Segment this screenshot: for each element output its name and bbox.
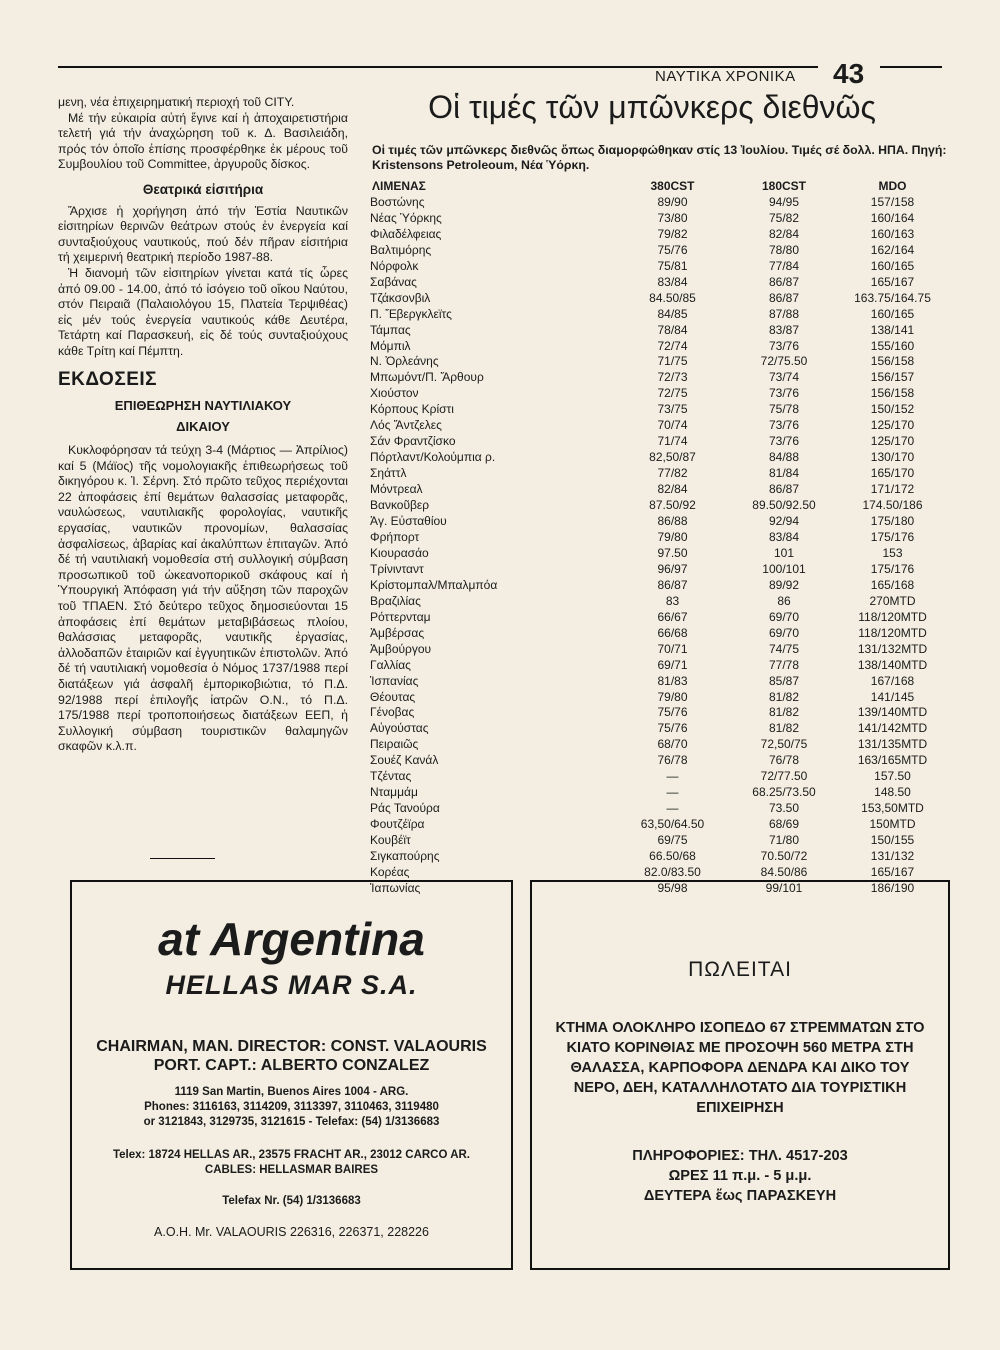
mdo-cell: 160/165 xyxy=(870,258,915,273)
port-cell: Κορέας xyxy=(370,864,410,879)
cst380-cell: 72/73 xyxy=(657,370,688,385)
port-cell: Τάμπας xyxy=(370,322,411,337)
table-row xyxy=(370,530,942,546)
cst380-cell: 84/85 xyxy=(657,306,688,321)
table-row xyxy=(370,354,942,370)
port-cell: Γαλλίας xyxy=(370,657,411,672)
cst380-cell: 70/71 xyxy=(657,641,688,656)
table-row xyxy=(370,769,942,785)
mdo-cell: 157/158 xyxy=(870,194,915,209)
ad-telefax: Telefax Nr. (54) 1/3136683 xyxy=(222,1195,361,1207)
column-header-180cst: 180CST xyxy=(761,179,807,193)
cst180-cell: 72/75.50 xyxy=(760,354,808,369)
cst180-cell: 75/82 xyxy=(768,210,800,225)
mdo-cell: 150/152 xyxy=(870,402,915,417)
cst380-cell: 66/68 xyxy=(657,625,688,640)
mdo-cell: 270MTD xyxy=(869,593,916,608)
table-row xyxy=(370,195,942,211)
cst180-cell: 69/70 xyxy=(768,609,800,624)
table-row xyxy=(370,259,942,275)
cst380-cell: 75/76 xyxy=(657,721,688,736)
cst180-cell: 86/87 xyxy=(768,290,800,305)
table-row xyxy=(370,865,942,881)
port-cell: Τζέντας xyxy=(370,769,412,784)
cst380-cell: 97.50 xyxy=(657,545,688,560)
cst380-cell: 89/90 xyxy=(657,194,688,209)
cst180-cell: 73/76 xyxy=(768,418,800,433)
cst180-cell: 101 xyxy=(773,545,795,560)
mdo-cell: 175/180 xyxy=(870,514,915,529)
cst180-cell: 76/78 xyxy=(768,753,800,768)
mdo-cell: 175/176 xyxy=(870,529,915,544)
cst380-cell: 72/74 xyxy=(657,338,688,353)
cst180-cell: 70.50/72 xyxy=(760,849,808,864)
mdo-cell: 160/165 xyxy=(870,306,915,321)
cst180-cell: 72,50/75 xyxy=(760,737,808,752)
mdo-cell: 141/142MTD xyxy=(857,721,928,736)
cst380-cell: 72/75 xyxy=(657,386,688,401)
mdo-cell: 118/120MTD xyxy=(858,625,927,640)
cst380-cell: 86/87 xyxy=(657,577,688,592)
mdo-cell: 165/170 xyxy=(870,466,915,481)
cst180-cell: 69/70 xyxy=(768,625,800,640)
section-title: ΕΚΔΟΣΕΙΣ xyxy=(58,368,158,390)
port-cell: Φιλαδέλφειας xyxy=(370,226,442,241)
cst380-cell: 83/84 xyxy=(657,274,688,289)
cst380-cell: 79/82 xyxy=(657,226,688,241)
port-cell: Ἀμβέρσας xyxy=(370,625,425,640)
table-row xyxy=(370,690,942,706)
hellas-mar-ad xyxy=(70,880,513,1270)
port-cell: Φουτζέϊρα xyxy=(370,817,425,832)
sale-hours: ΩΡΕΣ 11 π.μ. - 5 μ.μ. xyxy=(668,1168,812,1184)
mdo-cell: 163.75/164.75 xyxy=(854,290,931,305)
table-row xyxy=(370,211,942,227)
mdo-cell: 125/170 xyxy=(870,418,915,433)
port-cell: Σαβάνας xyxy=(370,274,417,289)
cst180-cell: 73/74 xyxy=(768,370,800,385)
port-cell: Κιουρασάο xyxy=(370,545,429,560)
publication-heading-line-2: ΔΙΚΑΙΟΥ xyxy=(176,419,230,435)
ad-address: 1119 San Martin, Buenos Aires 1004 - ARG. xyxy=(174,1086,409,1098)
cst380-cell: — xyxy=(666,785,679,800)
publication-heading-line-1: ΕΠΙΘΕΩΡΗΣΗ ΝΑΥΤΙΛΙΑΚΟΥ xyxy=(114,398,292,414)
ad-executives xyxy=(72,1037,511,1075)
sale-info xyxy=(532,1146,948,1206)
mdo-cell: 175/176 xyxy=(870,561,915,576)
cst180-cell: 87/88 xyxy=(768,306,800,321)
cst380-cell: 68/70 xyxy=(657,737,688,752)
mdo-cell: 118/120MTD xyxy=(858,609,927,624)
table-row xyxy=(370,705,942,721)
mdo-cell: 141/145 xyxy=(870,689,915,704)
mdo-cell: 186/190 xyxy=(870,880,915,895)
table-row xyxy=(370,785,942,801)
mdo-cell: 131/132MTD xyxy=(857,641,928,656)
mdo-cell: 174.50/186 xyxy=(862,498,923,513)
port-cell: Ν. Ὀρλεάνης xyxy=(370,354,439,369)
port-cell: Σηάττλ xyxy=(370,466,407,481)
port-cell: Ράς Τανούρα xyxy=(370,801,440,816)
theatre-paragraph-1: Ἄρχισε ἡ χορήγηση ἀπό τήν Ἑστία Ναυτικῶν εἰσιτηρίων θερινῶν θεάτρων στούς ἐν ἐνεργεία καί συνταξιούχους ναυτικούς, πού δέν πῆραν εἰσιτήρια τή χειμερινή θεατρική περίοδο 1987-88. xyxy=(58,203,348,265)
sale-title: ΠΩΛΕΙΤΑΙ xyxy=(688,958,792,981)
port-cell: Κουβέϊτ xyxy=(370,833,411,848)
mdo-cell: 138/140MTD xyxy=(857,657,928,672)
table-row xyxy=(370,753,942,769)
cst380-cell: 71/74 xyxy=(657,434,688,449)
intro-paragraph-2: Μέ τήν εὐκαιρία αὐτή ἔγινε καί ἡ ἀποχαιρετιστήρια τελετή γιά τήν ἀναχώρηση τοῦ κ. Δ. Βασιλειάδη, πρός τόν ὁποῖο ἐπίσης προσφέρθηκε ἐκ μέρους τοῦ Συμβουλίου τοῦ Committee, ἀργυροῦς δίσκος. xyxy=(58,110,348,172)
mdo-cell: 156/158 xyxy=(870,354,915,369)
cst180-cell: 100/101 xyxy=(762,561,806,576)
port-cell: Γένοβας xyxy=(370,705,415,720)
intro-paragraph-1: μενη, νέα ἐπιχειρηματική περιοχή τοῦ CITY. xyxy=(58,95,295,109)
port-cell: Νταμμάμ xyxy=(370,785,418,800)
cst180-cell: 72/77.50 xyxy=(760,769,808,784)
ad-telex: Telex: 18724 HELLAS AR., 23575 FRACHT AR., 23012 CARCO AR. xyxy=(112,1149,471,1161)
port-cell: Νέας Ὑόρκης xyxy=(370,210,442,225)
cst380-cell: 66.50/68 xyxy=(649,849,696,864)
theatre-paragraph-2: Ἡ διανομή τῶν εἰσιτηρίων γίνεται κατά τίς ὧρες ἀπό 09.00 - 14.00, ἀπό τό ἰσόγειο τοῦ οἴκου Ναύτου, στόν Πειραιᾶ (Παλαιολόγου 15, Πλατεία Τερψιθέας) εἰς μέν τούς ἐνεργεία ναυτικούς κάθε Δευτέρα, Τετάρτη καί Παρασκευή, εἰς δέ τούς συνταξιούχους κάθε Τρίτη καί Πέμπτη. xyxy=(58,265,348,358)
cst180-cell: 71/80 xyxy=(768,833,800,848)
cst380-cell: 86/88 xyxy=(657,514,688,529)
cst180-cell: 74/75 xyxy=(768,641,800,656)
cst380-cell: 82,50/87 xyxy=(649,450,696,465)
table-row xyxy=(370,402,942,418)
table-row xyxy=(370,418,942,434)
table-row xyxy=(370,594,942,610)
port-cell: Ἱσπανίας xyxy=(370,673,419,688)
ad-aoh: A.O.H. Mr. VALAOURIS 226316, 226371, 228226 xyxy=(154,1225,429,1239)
port-cell: Βοστώνης xyxy=(370,194,425,209)
cst380-cell: 75/81 xyxy=(657,258,688,273)
table-row xyxy=(370,610,942,626)
port-cell: Τρίνινταντ xyxy=(370,561,424,576)
table-row xyxy=(370,674,942,690)
sale-description: ΚΤΗΜΑ ΟΛΟΚΛΗΡΟ ΙΣΟΠΕΔΟ 67 ΣΤΡΕΜΜΑΤΩΝ ΣΤΟ ΚΙΑΤΟ ΚΟΡΙΝΘΙΑΣ ΜΕ ΠΡΟΣΟΨΗ 560 ΜΕΤΡΑ ΣΤΗ ΘΑΛΑΣΣΑ, ΚΑΡΠΟΦΟΡΑ ΔΕΝΔΡΑ ΚΑΙ ΔΙΚΟ ΤΟΥ ΝΕΡΟ, ΔΕΗ, ΚΑΤΑΛΛΗΛΟΤΑΤΟ ΔΙΑ ΤΟΥΡΙΣΤΙΚΗ ΕΠΙΧΕΙΡΗΣΗ xyxy=(555,1020,925,1116)
table-row xyxy=(370,801,942,817)
table-row xyxy=(370,833,942,849)
port-cell: Π. Ἔβεργκλεϊτς xyxy=(370,306,452,321)
mdo-cell: 157.50 xyxy=(874,769,911,784)
cst380-cell: 70/74 xyxy=(657,418,688,433)
cst380-cell: 75/76 xyxy=(657,242,688,257)
bunker-price-table xyxy=(370,179,942,897)
left-column-end-rule xyxy=(150,858,215,859)
port-cell: Πειραιῶς xyxy=(370,737,419,752)
cst180-cell: 68.25/73.50 xyxy=(752,785,816,800)
mdo-cell: 153 xyxy=(882,545,903,560)
table-row xyxy=(370,626,942,642)
cst180-cell: 83/84 xyxy=(768,529,800,544)
port-cell: Σιγκαπούρης xyxy=(370,849,440,864)
publication-text: Κυκλοφόρησαν τά τεύχη 3-4 (Μάρτιος — Ἀπρίλιος) καί 5 (Μάϊος) τῆς νομολογιακῆς ἐπιθεωρήσεως τοῦ δικηγόρου κ. Ἰ. Σέρνη. Στό πρῶτο τεῦχος περιέχονται 22 ἀποφάσεις ἐπί θεμάτων θαλασσίας μεταφορᾶς, ναυλώσεως, ναυτιλιακῆς φορολογίας, ναυτικῆς εργασίας, ναυτικῶν προνομίων, θαλασσίας ἀσφαλίσεως, ἀβαρίας καί ἀκαλύπτων ἐπιταγῶν. Ἀπό δέ τή ναυτιλιακή νομοθεσία στή συλλογική σύμβαση προσωπικοῦ τοῦ ὠκεανοπορικοῦ σκάφους καί ἡ Ὑπουργική Ἀπόφαση γιά τήν αὔξηση τῶν παροχῶν τοῦ ΤΠΑΕΝ. Στό δεύτερο τεῦχος δημοσιεύονται 15 ἀποφάσεις ἐπί θεμάτων μεταβιβάσεως πλοίου, θαλάσσιας μεταφορᾶς, ναυτικῆς ἐργασίας, ἀλλοδαπῶν ἑταιριῶν καί ἐγγυητικῶν ἐπιστολῶν. Ἀπό δέ τή ναυτιλιακή νομοθεσία ὁ Νόμος 1737/1988 περί διατάξεων γιά ἀσφαλῆ ἐμπορικοβιώτια, τό Π.Δ. 92/1988 περί ἐπιλογῆς ἰατρῶν Ο.Ν., τό Π.Δ. 175/1988 περί τροποποιήσεως διατάξεων ΕΕΠ, ἡ Συλλογική σύμβαση τουριστικῶν θαλαμηγῶν σκαφῶν κ.λ.π. xyxy=(58,443,348,754)
table-row xyxy=(370,514,942,530)
table-row xyxy=(370,291,942,307)
cst180-cell: 81/84 xyxy=(768,466,800,481)
cst180-cell: 82/84 xyxy=(768,226,800,241)
ad-phones-1: Phones: 3116163, 3114209, 3113397, 3110463, 3119480 xyxy=(144,1101,439,1113)
column-header-380cst: 380CST xyxy=(650,179,695,193)
cst380-cell: 79/80 xyxy=(657,689,688,704)
property-sale-ad xyxy=(530,880,950,1270)
port-cell: Χιούστον xyxy=(370,386,419,401)
cst380-cell: 73/80 xyxy=(657,210,688,225)
mdo-cell: 171/172 xyxy=(870,482,915,497)
cst380-cell: — xyxy=(666,801,679,816)
cst380-cell: 81/83 xyxy=(657,673,688,688)
port-cell: Μόμπιλ xyxy=(370,338,411,353)
table-row xyxy=(370,849,942,865)
cst180-cell: 86/87 xyxy=(768,274,800,289)
mdo-cell: 162/164 xyxy=(870,242,915,257)
cst180-cell: 94/95 xyxy=(768,194,800,209)
page-number: 43 xyxy=(833,58,865,89)
table-row xyxy=(370,482,942,498)
cst180-cell: 73/76 xyxy=(768,386,800,401)
port-cell: Σουέζ Κανάλ xyxy=(370,753,439,768)
cst180-cell: 81/82 xyxy=(768,721,800,736)
port-cell: Βραζιλίας xyxy=(370,593,421,608)
port-cell: Μπωμόντ/Π. Ἄρθουρ xyxy=(370,370,484,385)
mdo-cell: 130/170 xyxy=(870,450,915,465)
table-row xyxy=(370,339,942,355)
table-row xyxy=(370,434,942,450)
ad-phones-2: or 3121843, 3129735, 3121615 - Telefax: (54) 1/3136683 xyxy=(143,1116,440,1128)
cst380-cell: 79/80 xyxy=(657,529,688,544)
sale-days: ΔΕΥΤΕΡΑ ἕως ΠΑΡΑΣΚΕΥΗ xyxy=(643,1188,837,1204)
cst380-cell: 87.50/92 xyxy=(649,498,696,513)
cst380-cell: 78/84 xyxy=(657,322,688,337)
mdo-cell: 160/164 xyxy=(870,210,915,225)
port-cell: Ἁγ. Εὐσταθίου xyxy=(370,514,447,529)
port-cell: Βανκοῦβερ xyxy=(370,498,430,513)
ad-exec-line-1: CHAIRMAN, MAN. DIRECTOR: CONST. VALAOURIS xyxy=(96,1038,487,1055)
port-cell: Βαλτιμόρης xyxy=(370,242,432,257)
bunker-intro: Οἱ τιμές τῶν μπῶνκερς διεθνῶς ὅπως διαμορφώθηκαν στίς 13 Ἰουλίου. Τιμές σέ δολλ. ΗΠΑ. Πηγή: Kristensons Petroleoum, Νέα Ὑόρκη. xyxy=(372,143,947,172)
port-cell: Σάν Φραντζίσκο xyxy=(370,434,456,449)
table-row xyxy=(370,721,942,737)
cst180-cell: 92/94 xyxy=(768,514,800,529)
cst380-cell: 95/98 xyxy=(657,880,688,895)
cst380-cell: 84.50/85 xyxy=(649,290,696,305)
cst380-cell: 71/75 xyxy=(657,354,688,369)
mdo-cell: 167/168 xyxy=(870,673,915,688)
publication-name: ΝΑΥΤΙΚΑ ΧΡΟΝΙΚΑ xyxy=(655,68,796,85)
table-row xyxy=(370,578,942,594)
port-cell: Νόρφολκ xyxy=(370,258,419,273)
table-row xyxy=(370,386,942,402)
sale-phone: ΠΛΗΡΟΦΟΡΙΕΣ: ΤΗΛ. 4517-203 xyxy=(632,1148,848,1164)
cst380-cell: 77/82 xyxy=(657,466,688,481)
port-cell: Λός Ἄντζελες xyxy=(370,418,442,433)
mdo-cell: 148.50 xyxy=(874,785,911,800)
cst380-cell: 82/84 xyxy=(657,482,688,497)
cst180-cell: 85/87 xyxy=(768,673,800,688)
mdo-cell: 153,50MTD xyxy=(861,801,924,816)
table-header-row xyxy=(370,179,942,195)
port-cell: Ἀμβούργου xyxy=(370,641,432,656)
column-header-port: ΛΙΜΕΝΑΣ xyxy=(372,179,426,193)
mdo-cell: 139/140MTD xyxy=(857,705,928,720)
mdo-cell: 165/167 xyxy=(870,274,915,289)
cst180-cell: 86 xyxy=(777,593,791,608)
cst180-cell: 81/82 xyxy=(768,689,800,704)
cst380-cell: — xyxy=(666,769,679,784)
cst380-cell: 96/97 xyxy=(657,561,688,576)
port-cell: Τζάκσονβιλ xyxy=(370,290,431,305)
table-row xyxy=(370,307,942,323)
port-cell: Αὐγούστας xyxy=(370,721,429,736)
mdo-cell: 155/160 xyxy=(870,338,915,353)
table-row xyxy=(370,370,942,386)
mdo-cell: 156/157 xyxy=(870,370,915,385)
cst380-cell: 73/75 xyxy=(657,402,688,417)
table-row xyxy=(370,658,942,674)
ad-company: HELLAS MAR S.A. xyxy=(165,970,418,1000)
cst180-cell: 75/78 xyxy=(768,402,800,417)
port-cell: Κόρπους Κρίστι xyxy=(370,402,454,417)
table-row xyxy=(370,562,942,578)
cst180-cell: 86/87 xyxy=(768,482,800,497)
mdo-cell: 131/135MTD xyxy=(857,737,928,752)
cst180-cell: 81/82 xyxy=(768,705,800,720)
publication-heading xyxy=(58,395,348,437)
mdo-cell: 165/168 xyxy=(870,577,915,592)
cst380-cell: 82.0/83.50 xyxy=(644,864,701,879)
ad-exec-line-2: PORT. CAPT.: ALBERTO CONZALEZ xyxy=(153,1057,430,1074)
cst380-cell: 63,50/64.50 xyxy=(640,817,705,832)
cst180-cell: 77/78 xyxy=(768,657,800,672)
column-header-mdo: MDO xyxy=(878,179,907,193)
cst180-cell: 78/80 xyxy=(768,242,800,257)
cst380-cell: 66/67 xyxy=(657,609,688,624)
table-row xyxy=(370,466,942,482)
bunker-title: Οἱ τιμές τῶν μπῶνκερς διεθνῶς xyxy=(428,89,876,125)
table-row xyxy=(370,450,942,466)
price-rows xyxy=(370,195,942,897)
cst380-cell: 69/71 xyxy=(657,657,688,672)
port-cell: Κρίστομπαλ/Μπαλμπόα xyxy=(370,577,498,592)
theatre-heading: Θεατρικά εἰσιτήρια xyxy=(142,181,264,197)
cst180-cell: 73/76 xyxy=(768,338,800,353)
mdo-cell: 165/167 xyxy=(870,864,915,879)
table-row xyxy=(370,275,942,291)
port-cell: Πόρτλαντ/Κολούμπια ρ. xyxy=(370,450,496,465)
cst180-cell: 73.50 xyxy=(768,801,800,816)
table-row xyxy=(370,323,942,339)
cst180-cell: 83/87 xyxy=(768,322,800,337)
port-cell: Φρήπορτ xyxy=(370,529,420,544)
mdo-cell: 125/170 xyxy=(870,434,915,449)
ad-cables: CABLES: HELLASMAR BAIRES xyxy=(204,1164,379,1176)
cst380-cell: 83 xyxy=(665,593,680,608)
mdo-cell: 150MTD xyxy=(869,817,916,832)
table-row xyxy=(370,737,942,753)
mdo-cell: 150/155 xyxy=(870,833,915,848)
cst380-cell: 75/76 xyxy=(657,705,688,720)
port-cell: Ἰαπωνίας xyxy=(370,880,421,895)
table-row xyxy=(370,227,942,243)
cst380-cell: 69/75 xyxy=(657,833,688,848)
mdo-cell: 131/132 xyxy=(870,849,915,864)
table-row xyxy=(370,546,942,562)
cst180-cell: 84/88 xyxy=(768,450,800,465)
mdo-cell: 163/165MTD xyxy=(857,753,928,768)
left-column xyxy=(58,95,348,755)
cst180-cell: 89.50/92.50 xyxy=(752,498,816,513)
cst180-cell: 77/84 xyxy=(768,258,800,273)
table-row xyxy=(370,642,942,658)
mdo-cell: 138/141 xyxy=(870,322,915,337)
port-cell: Μόντρεαλ xyxy=(370,482,423,497)
cst180-cell: 99/101 xyxy=(765,880,803,895)
table-row xyxy=(370,243,942,259)
header-rule-right xyxy=(880,66,942,68)
cst180-cell: 84.50/86 xyxy=(760,864,808,879)
table-row xyxy=(370,817,942,833)
table-row xyxy=(370,498,942,514)
cst180-cell: 73/76 xyxy=(768,434,800,449)
cst380-cell: 76/78 xyxy=(657,753,688,768)
ad-title: at Argentina xyxy=(158,913,425,965)
port-cell: Ρόττερνταμ xyxy=(370,609,431,624)
mdo-cell: 156/158 xyxy=(870,386,915,401)
cst180-cell: 89/92 xyxy=(768,577,800,592)
mdo-cell: 160/163 xyxy=(870,226,915,241)
port-cell: Θέουτας xyxy=(370,689,416,704)
cst180-cell: 68/69 xyxy=(768,817,800,832)
